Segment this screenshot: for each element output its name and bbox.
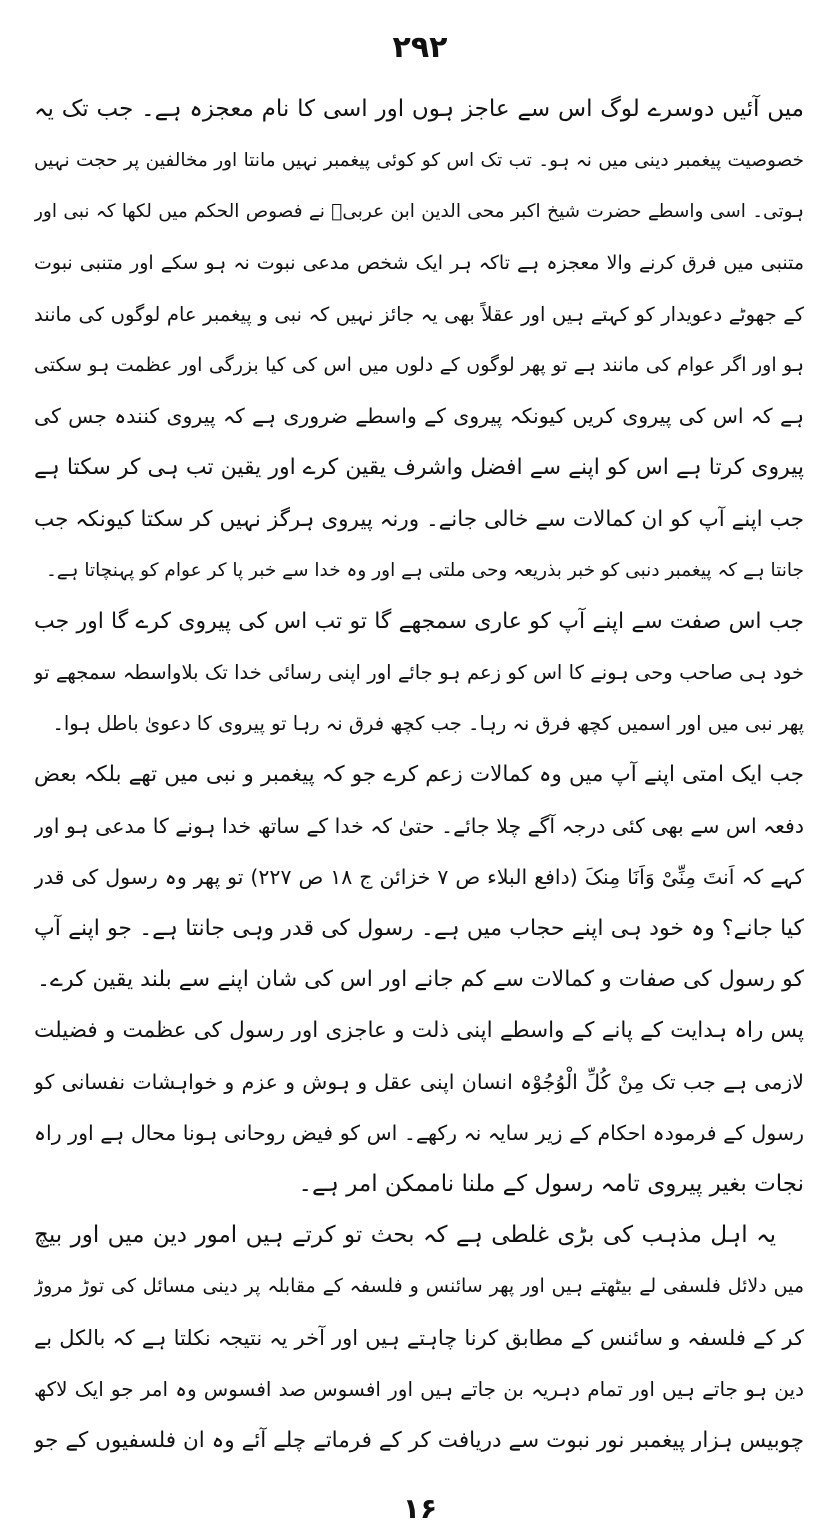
text-line: لازمی ہے جب تک مِنْ کُلِّ الْوُجُوْہ انسان اپنی عقل و ہوش و عزم و خواہشات نفسانی کو (34, 1069, 804, 1094)
text-line: کیا جانے؟ وہ خود ہی اپنے حجاب میں ہے۔ رسول کی قدر وہی جانتا ہے۔ جو اپنے آپ (34, 916, 804, 941)
text-line: یہ اہل مذہب کی بڑی غلطی ہے کہ بحث تو کرتے ہیں امور دین میں اور بیچ (34, 1222, 776, 1249)
text-line: دفعہ اس سے بھی کئی درجہ آگے چلا جائے۔ حتیٰ کہ خدا کے ساتھ خدا ہونے کا مدعی ہو اور (34, 813, 804, 838)
page-number-footer: ۱۶ (402, 1492, 438, 1525)
text-line: پیروی کرتا ہے اس کو اپنے سے افضل واشرف یقین کرے اور یقین تب ہی کر سکتا ہے (34, 455, 804, 481)
page-number-header: ۲۹۲ (392, 30, 448, 65)
text-line: کہے کہ اَنتَ مِنِّیْ وَاَنَا مِنکَ (دافع البلاء ص ۷ خزائن ج ۱۸ ص ۲۲۷) تو پھر وہ رسول کی قدر (34, 864, 804, 889)
text-line: متنبی میں فرق کرنے والا معجزہ ہے تاکہ ہر ایک شخص مدعی نبوت نہ ہو سکے اور متنبی نبوت (34, 251, 804, 274)
text-line: چوبیس ہزار پیغمبر نور نبوت سے دریافت کر کے فرماتے چلے آئے وہ ان فلسفیوں کے جو (34, 1427, 804, 1453)
text-line: پس راہ ہدایت کے پانے کے واسطے اپنی ذلت و عاجزی اور رسول کی عظمت و فضیلت (34, 1018, 804, 1044)
text-line: کے جھوٹے دعویدار کو کہتے ہیں اور عقلاً بھی یہ جائز نہیں کہ نبی و پیغمبر عام لوگوں کی مانند (34, 302, 804, 326)
text-line: جب ایک امتی اپنے آپ میں وہ کمالات زعم کرے جو کہ پیغمبر و نبی میں تھے بلکہ بعض (34, 762, 804, 788)
text-line: رسول کے فرمودہ احکام کے زیر سایہ نہ رکھے۔ اس کو فیض روحانی ہونا محال ہے اور راہ (34, 1120, 804, 1145)
urdu-body-text (34, 84, 804, 1466)
text-line: میں دلائل فلسفی لے بیٹھتے ہیں اور پھر سائنس و فلسفہ کے مقابلہ پر دینی مسائل کی توڑ مروڑ (34, 1275, 804, 1298)
text-line: خود ہی صاحب وحی ہونے کا اس کو زعم ہو جائے اور اپنی رسائی خدا تک بلاواسطہ سمجھے تو (34, 661, 804, 685)
text-line: نجات بغیر پیروی تامہ رسول کے ملنا ناممکن امر ہے۔ (298, 1170, 804, 1197)
text-line: پھر نبی میں اور اسمیں کچھ فرق نہ رہا۔ جب کچھ فرق نہ رہا تو پیروی کا دعویٰ باطل ہوا۔ (52, 712, 804, 736)
text-line: ہے کہ اس کی پیروی کریں کیونکہ پیروی کے واسطے ضروری ہے کہ پیروی کنندہ جس کی (34, 404, 804, 429)
text-line: جب اس صفت سے اپنے آپ کو عاری سمجھے گا تو تب اس کی پیروی کرے گا اور جب (34, 608, 804, 634)
text-line: کر کے فلسفہ و سائنس کے مطابق کرنا چاہتے ہیں اور آخر یہ نتیجہ نکلتا ہے کہ بالکل بے (34, 1325, 804, 1350)
text-line: میں آئیں دوسرے لوگ اس سے عاجز ہوں اور اسی کا نام معجزہ ہے۔ جب تک یہ (34, 96, 804, 122)
text-line: جب اپنے آپ کو ان کمالات سے خالی جانے۔ ورنہ پیروی ہرگز نہیں کر سکتا کیونکہ جب (34, 506, 804, 532)
text-line: خصوصیت پیغمبر دینی میں نہ ہو۔ تب تک اس کو کوئی پیغمبر نہیں مانتا اور مخالفین پر حجت نہیں (34, 150, 804, 172)
text-line: ہوتی۔ اسی واسطے حضرت شیخ اکبر محی الدین ابن عربیؒ نے فصوص الحکم میں لکھا کہ نبی اور (34, 201, 804, 223)
text-line: جانتا ہے کہ پیغمبر دنبی کو خبر بذریعہ وحی ملتی ہے اور وہ خدا سے خبر پا کر عوام کو پہنچاتا ہے۔ (45, 559, 804, 581)
text-line: کو رسول کی صفات و کمالات سے کم جانے اور اس کی شان اپنے سے بلند یقین کرے۔ (37, 967, 804, 993)
text-line: دین ہو جاتے ہیں اور تمام دہریہ بن جاتے ہیں اور افسوس صد افسوس وہ امر جو ایک لاکھ (34, 1376, 804, 1401)
text-line: ہو اور اگر عوام کی مانند ہے تو پھر لوگوں کے دلوں میں اس کی کیا بزرگی اور عظمت ہو سکتی (34, 353, 804, 376)
